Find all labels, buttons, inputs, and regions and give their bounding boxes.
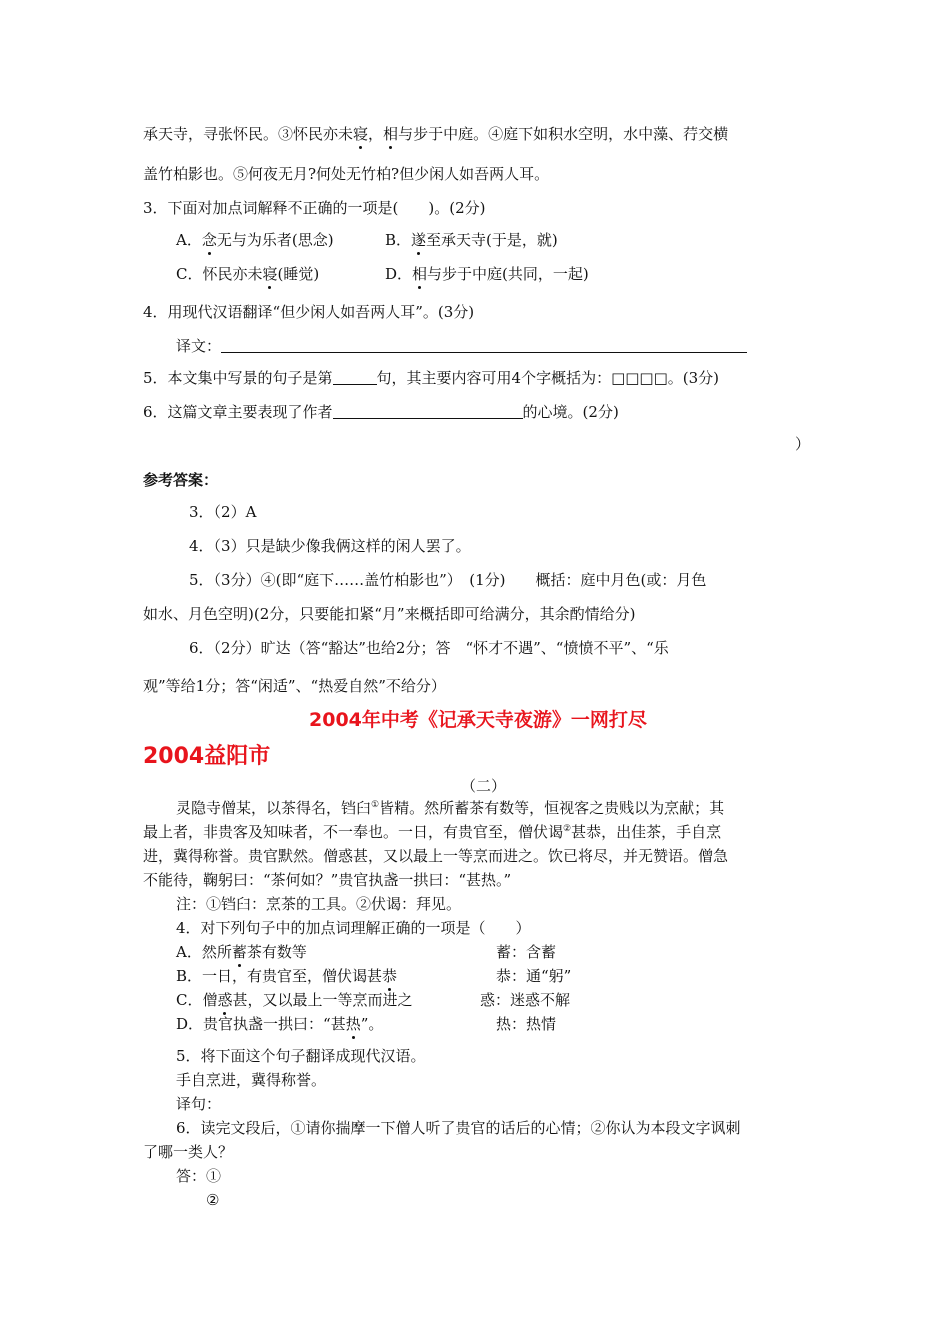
closing-paren: ）	[795, 435, 811, 453]
answer-5-line-1: 5．（3分）④(即“庭下……盖竹柏影也”） (1分) 概括：庭中月色(或：月色	[189, 571, 707, 589]
answer-3: 3．（2）A	[189, 503, 257, 521]
passage-line-2: 盖竹柏影也。⑤何夜无月?何处无竹柏?但少闲人如吾两人耳。	[143, 165, 550, 183]
q2-4-option-b: B．一日，有贵官至，僧伏谒甚恭	[176, 967, 398, 985]
passage2-line-3: 进，冀得称誉。贵官默然。僧惑甚，又以最上一等烹而进之。饮已将尽，并无赞语。僧急	[143, 847, 729, 865]
dotted-char: 蓄	[231, 943, 247, 961]
q2-5-stem: 5．将下面这个句子翻译成现代汉语。	[176, 1047, 426, 1065]
q2-4-option-d: D．贵官执盏一拱曰：“甚热”。	[176, 1015, 384, 1033]
dotted-char: 念	[201, 231, 217, 249]
answer-6-line-1: 6．（2分）旷达（答“豁达”也给2分；答 “怀才不遇”、“愤愤不平”、“乐	[189, 639, 669, 657]
q2-6-line-2: 了哪一类人？	[143, 1143, 234, 1161]
q2-5-label: 译句：	[176, 1095, 222, 1113]
question-3-option-c: C．怀民亦未寝(睡觉)	[176, 265, 320, 283]
dotted-char: 遂	[411, 231, 427, 249]
question-4-answer-line: 译文：	[176, 336, 747, 356]
q2-4-stem: 4．对下列句子中的加点词理解正确的一项是（ ）	[176, 919, 531, 937]
question-4-stem: 4．用现代汉语翻译“但少闲人如吾两人耳”。(3分)	[143, 303, 475, 321]
blank-line[interactable]	[333, 402, 523, 419]
q2-4-gloss-a: 蓄：含蓄	[496, 943, 557, 961]
question-3-stem: 3．下面对加点词解释不正确的一项是( )。(2分)	[143, 199, 486, 217]
dotted-char: 寝	[353, 125, 369, 143]
question-3-option-b: B．遂至承天寺(于是，就)	[385, 231, 558, 249]
dotted-char: 热	[345, 1015, 361, 1033]
q2-4-gloss-d: 热：热情	[496, 1015, 557, 1033]
passage-line-1: 承天寺，寻张怀民。③怀民亦未寝，相与步于中庭。④庭下如积水空明，水中藻、荇交横	[143, 125, 729, 143]
answer-6-line-2: 观”等给1分；答“闲适”、“热爱自然”不给分）	[143, 677, 446, 695]
blank-line[interactable]	[221, 336, 747, 353]
dotted-char: 相	[412, 265, 428, 283]
q2-4-gloss-b: 恭：通“躬”	[496, 967, 572, 985]
dotted-char: 恭	[382, 967, 398, 985]
q2-6-answer-1: 答：①	[176, 1167, 222, 1185]
answer-4: 4．（3）只是缺少像我俩这样的闲人罢了。	[189, 537, 471, 555]
passage2-line-1: 灵隐寺僧某，以茶得名，铛臼①皆精。然所蓄茶有数等，恒视客之贵贱以为烹献；其	[176, 799, 725, 817]
answer-5-line-2: 如水、月色空明)(2分，只要能扣紧“月”来概括即可给满分，其余酌情给分)	[143, 605, 636, 623]
question-5: 5．本文集中写景的句子是第 句，其主要内容可用4个字概括为：□□□□。(3分)	[143, 369, 720, 387]
q2-6-answer-2: ②	[206, 1191, 220, 1209]
question-3-option-d: D．相与步于中庭(共同，一起)	[385, 265, 589, 283]
answers-title: 参考答案：	[143, 471, 219, 489]
city-heading: 2004益阳市	[143, 744, 271, 769]
section-mark: （二）	[461, 777, 507, 795]
dotted-char: 相	[383, 125, 399, 143]
dotted-char: 惑	[217, 991, 233, 1009]
q2-6-line-1: 6．读完文段后，①请你揣摩一下僧人听了贵官的话后的心情；②你认为本段文字讽刺	[176, 1119, 741, 1137]
q2-4-gloss-c: 惑：迷惑不解	[480, 991, 571, 1009]
q2-4-option-c: C．僧惑甚，又以最上一等烹而进之	[176, 991, 413, 1009]
section-heading: 2004年中考《记承天寺夜游》一网打尽	[309, 709, 647, 731]
question-6: 6．这篇文章主要表现了作者 的心境。(2分)	[143, 403, 619, 421]
passage2-line-2: 最上者，非贵客及知味者，不一奉也。一日，有贵官至，僧伏谒②甚恭，出佳茶，手自烹	[143, 823, 722, 841]
passage2-note: 注：①铛臼：烹茶的工具。②伏谒：拜见。	[176, 895, 462, 913]
question-3-option-a: A．念无与为乐者(思念)	[176, 231, 334, 249]
passage2-line-4: 不能待，鞠躬曰：“茶何如？”贵官执盏一拱曰：“甚热。”	[143, 871, 512, 889]
q2-5-sentence: 手自烹进，冀得称誉。	[176, 1071, 327, 1089]
dotted-char: 寝	[262, 265, 278, 283]
blank-line[interactable]	[333, 368, 377, 385]
q2-4-option-a: A．然所蓄茶有数等	[176, 943, 307, 961]
